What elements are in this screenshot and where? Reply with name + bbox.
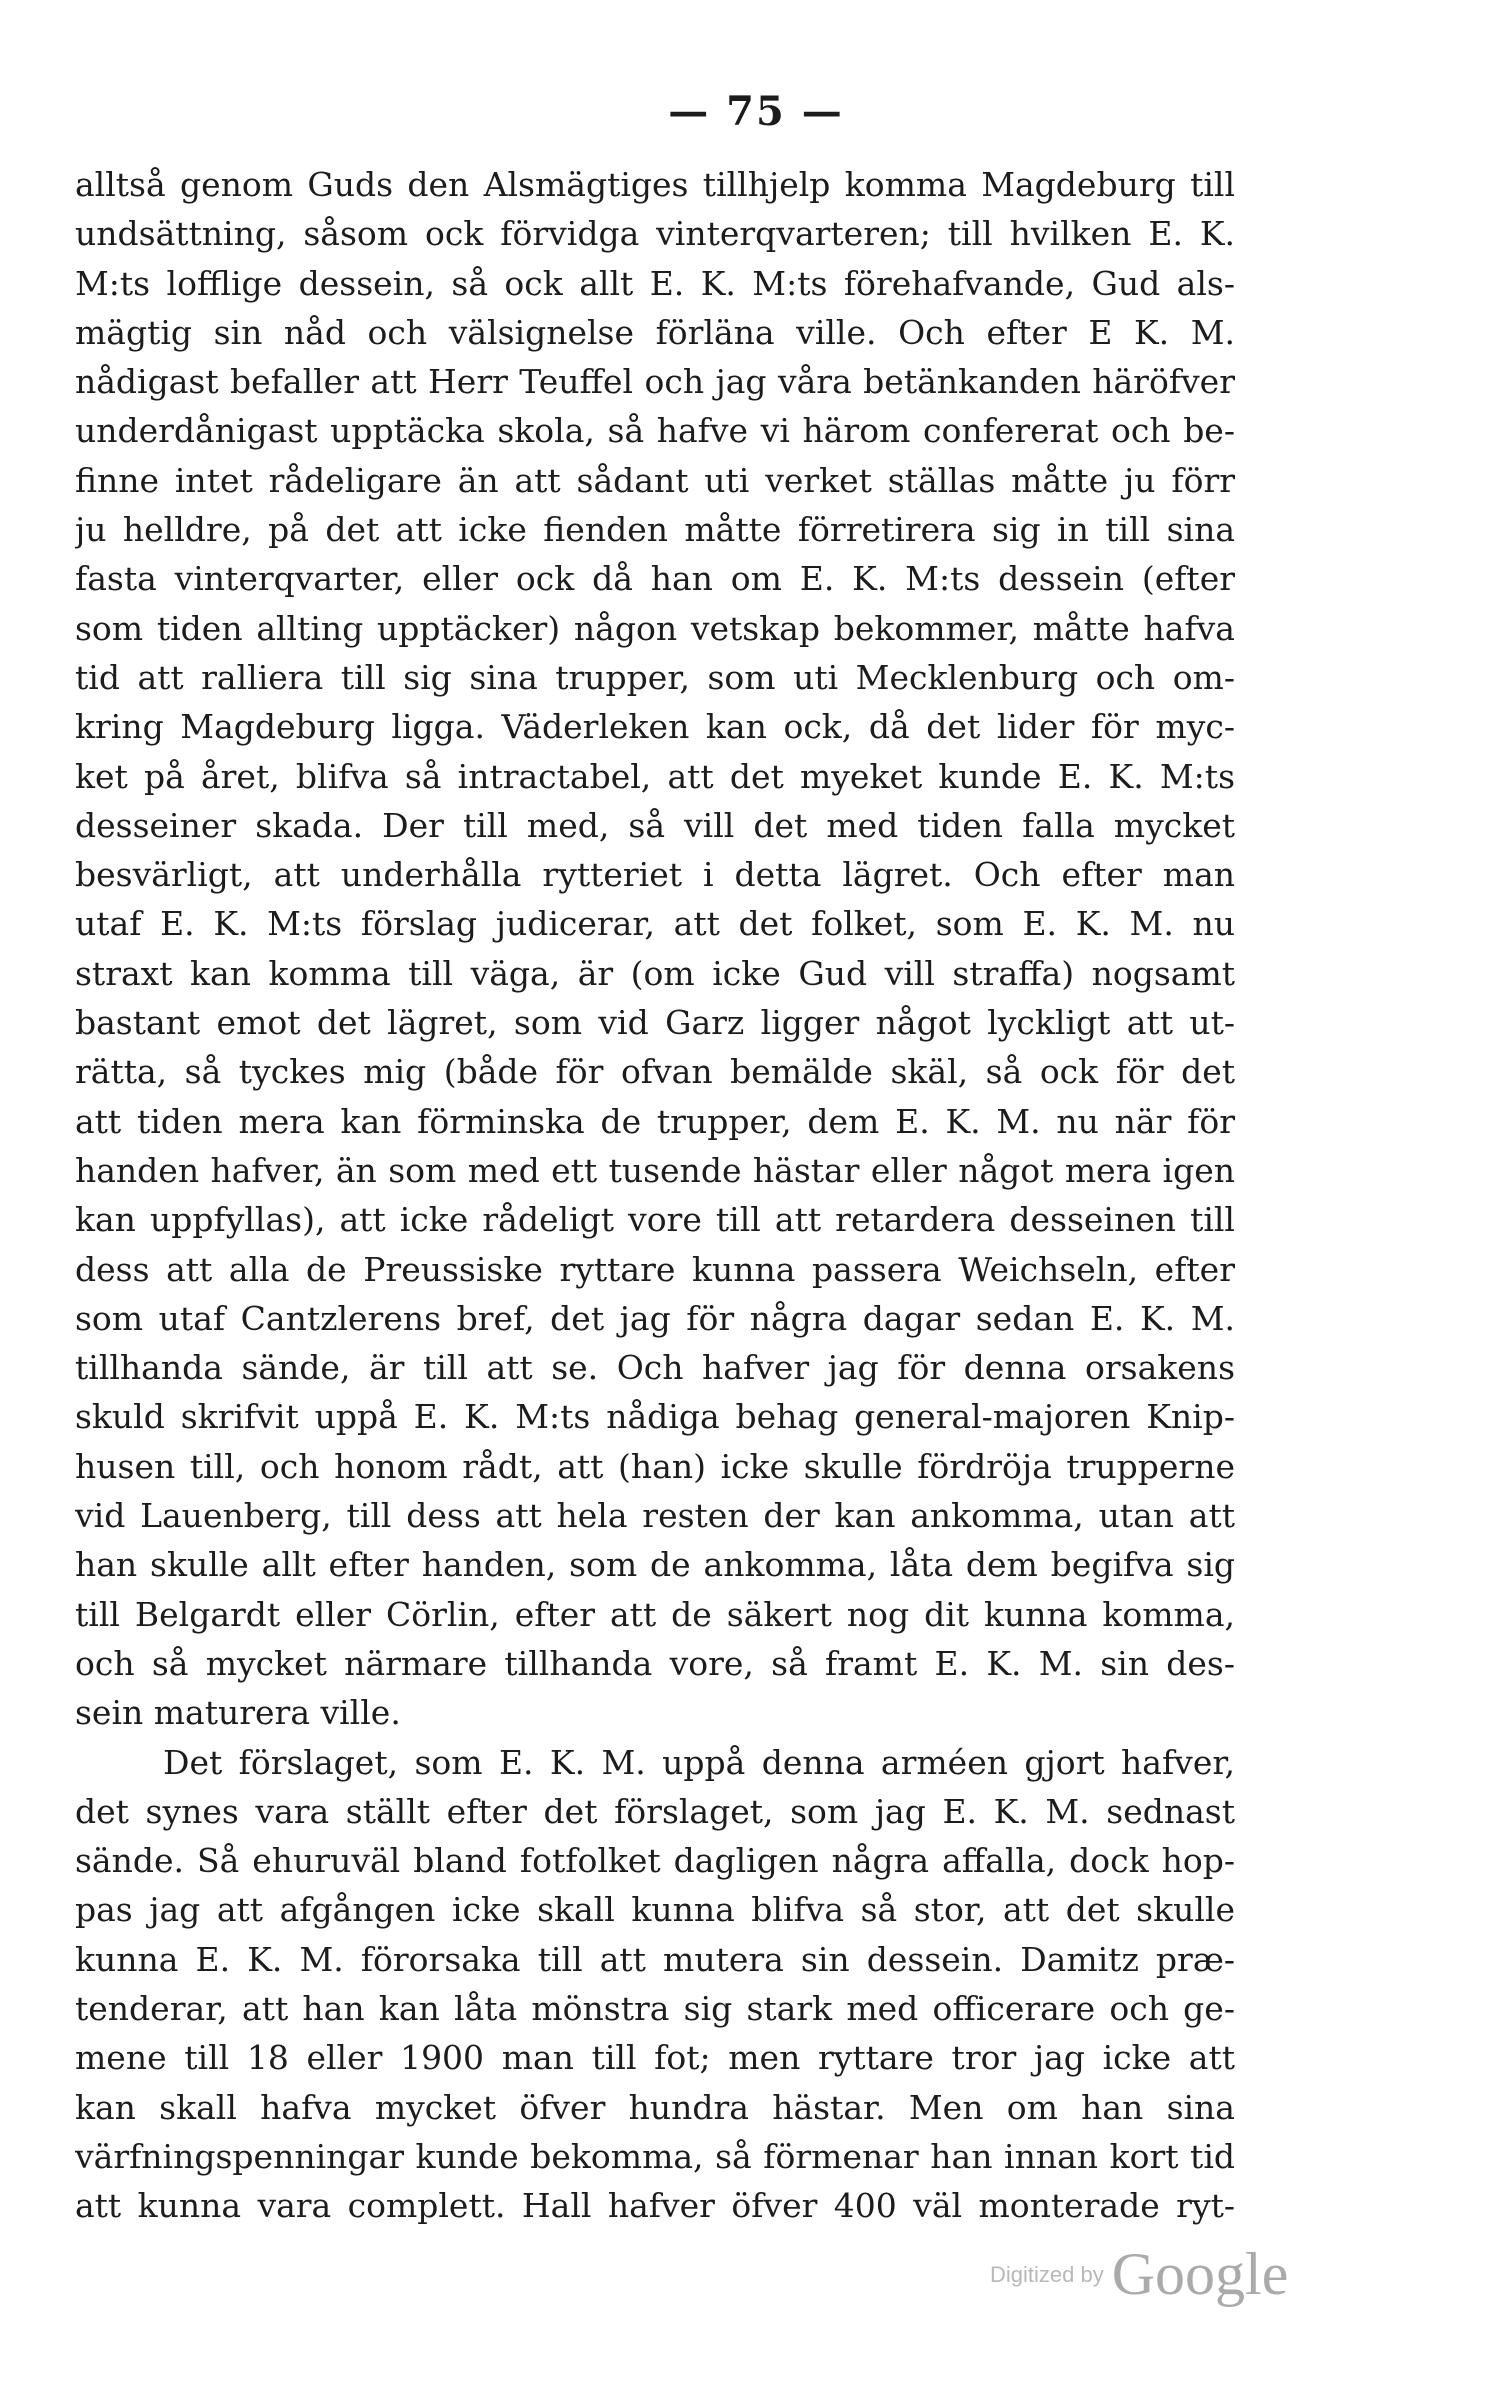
document-body xyxy=(75,160,1235,2230)
text-line: bastant emot det lägret, som vid Garz ligger något lyckligt att ut- xyxy=(75,1003,1235,1043)
text-line: kunna E. K. M. förorsaka till att mutera sin dessein. Damitz præ- xyxy=(75,1939,1235,1979)
text-line: desseiner skada. Der till med, så vill det med tiden falla mycket xyxy=(75,805,1235,845)
text-line: mägtig sin nåd och välsignelse förläna ville. Och efter E K. M. xyxy=(75,312,1235,352)
text-line: tid att ralliera till sig sina trupper, som uti Mecklenburg och om- xyxy=(75,657,1235,697)
text-line: det synes vara ställt efter det förslaget, som jag E. K. M. sednast xyxy=(75,1791,1235,1831)
text-line: och så mycket närmare tillhanda vore, så framt E. K. M. sin des- xyxy=(75,1643,1235,1683)
page-number: — 75 — xyxy=(668,88,844,135)
text-line: värfningspenningar kunde bekomma, så förmenar han innan kort tid xyxy=(75,2136,1235,2176)
text-line: som utaf Cantzlerens bref, det jag för några dagar sedan E. K. M. xyxy=(75,1298,1235,1338)
text-line: skuld skrifvit uppå E. K. M:ts nådiga behag general-majoren Knip- xyxy=(75,1397,1235,1437)
text-line: handen hafver, än som med ett tusende hästar eller något mera igen xyxy=(75,1150,1235,1190)
text-line: pas jag att afgången icke skall kunna blifva så stor, att det skulle xyxy=(75,1890,1235,1930)
text-line: M:ts lofflige dessein, så ock allt E. K. M:ts förehafvande, Gud als- xyxy=(75,263,1235,303)
text-line: tenderar, att han kan låta mönstra sig stark med officerare och ge- xyxy=(75,1988,1235,2028)
text-line: sein maturera ville. xyxy=(75,1693,401,1733)
text-line: straxt kan komma till väga, är (om icke Gud vill straffa) nogsamt xyxy=(75,953,1235,993)
text-line: att kunna vara complett. Hall hafver öfver 400 väl monterade ryt- xyxy=(75,2186,1235,2226)
text-line: undsättning, såsom ock förvidga vinterqvarteren; till hvilken E. K. xyxy=(75,214,1235,254)
text-line: fasta vinterqvarter, eller ock då han om E. K. M:ts dessein (efter xyxy=(75,559,1235,599)
text-line: tillhanda sände, är till att se. Och hafver jag för denna orsakens xyxy=(75,1348,1235,1388)
paragraph-2 xyxy=(75,1738,1235,2231)
google-logo: Google xyxy=(1111,2241,1289,2307)
text-line: att tiden mera kan förminska de trupper, dem E. K. M. nu när för xyxy=(75,1101,1235,1141)
text-line: som tiden allting upptäcker) någon vetskap bekommer, måtte hafva xyxy=(75,608,1235,648)
text-line: finne intet rådeligare än att sådant uti verket ställas måtte ju förr xyxy=(75,460,1235,500)
text-line: rätta, så tyckes mig (både för ofvan bemälde skäl, så ock för det xyxy=(75,1052,1235,1092)
text-line: sände. Så ehuruväl bland fotfolket dagligen några affalla, dock hop- xyxy=(75,1841,1235,1881)
text-line: kan uppfyllas), att icke rådeligt vore till att retardera desseinen till xyxy=(75,1200,1235,1240)
text-line: besvärligt, att underhålla rytteriet i detta lägret. Och efter man xyxy=(75,855,1235,895)
text-line: husen till, och honom rådt, att (han) icke skulle fördröja trupperne xyxy=(75,1446,1235,1486)
digitized-watermark xyxy=(990,2240,1288,2309)
text-line: underdånigast upptäcka skola, så hafve vi härom confererat och be- xyxy=(75,411,1235,451)
text-line: ket på året, blifva så intractabel, att det myeket kunde E. K. M:ts xyxy=(75,756,1235,796)
text-line: Det förslaget, som E. K. M. uppå denna arméen gjort hafver, xyxy=(163,1742,1235,1782)
text-line: till Belgardt eller Cörlin, efter att de säkert nog dit kunna komma, xyxy=(75,1594,1235,1634)
text-line: mene till 18 eller 1900 man till fot; men ryttare tror jag icke att xyxy=(75,2038,1235,2078)
watermark-caption: Digitized by xyxy=(990,2261,1104,2287)
text-line: nådigast befaller att Herr Teuffel och jag våra betänkanden häröfver xyxy=(75,362,1235,402)
text-line: utaf E. K. M:ts förslag judicerar, att det folket, som E. K. M. nu xyxy=(75,904,1235,944)
text-line: dess att alla de Preussiske ryttare kunna passera Weichseln, efter xyxy=(75,1249,1235,1289)
text-line: alltså genom Guds den Alsmägtiges tillhjelp komma Magdeburg till xyxy=(75,165,1235,204)
text-line: vid Lauenberg, till dess att hela resten der kan ankomma, utan att xyxy=(75,1496,1235,1536)
paragraph-1 xyxy=(75,160,1235,1738)
text-line: kan skall hafva mycket öfver hundra hästar. Men om han sina xyxy=(75,2087,1235,2127)
text-line: ju helldre, på det att icke fienden måtte förretirera sig in till sina xyxy=(75,510,1235,550)
text-line: kring Magdeburg ligga. Väderleken kan ock, då det lider för myc- xyxy=(75,707,1235,747)
text-line: han skulle allt efter handen, som de ankomma, låta dem begifva sig xyxy=(75,1545,1235,1585)
